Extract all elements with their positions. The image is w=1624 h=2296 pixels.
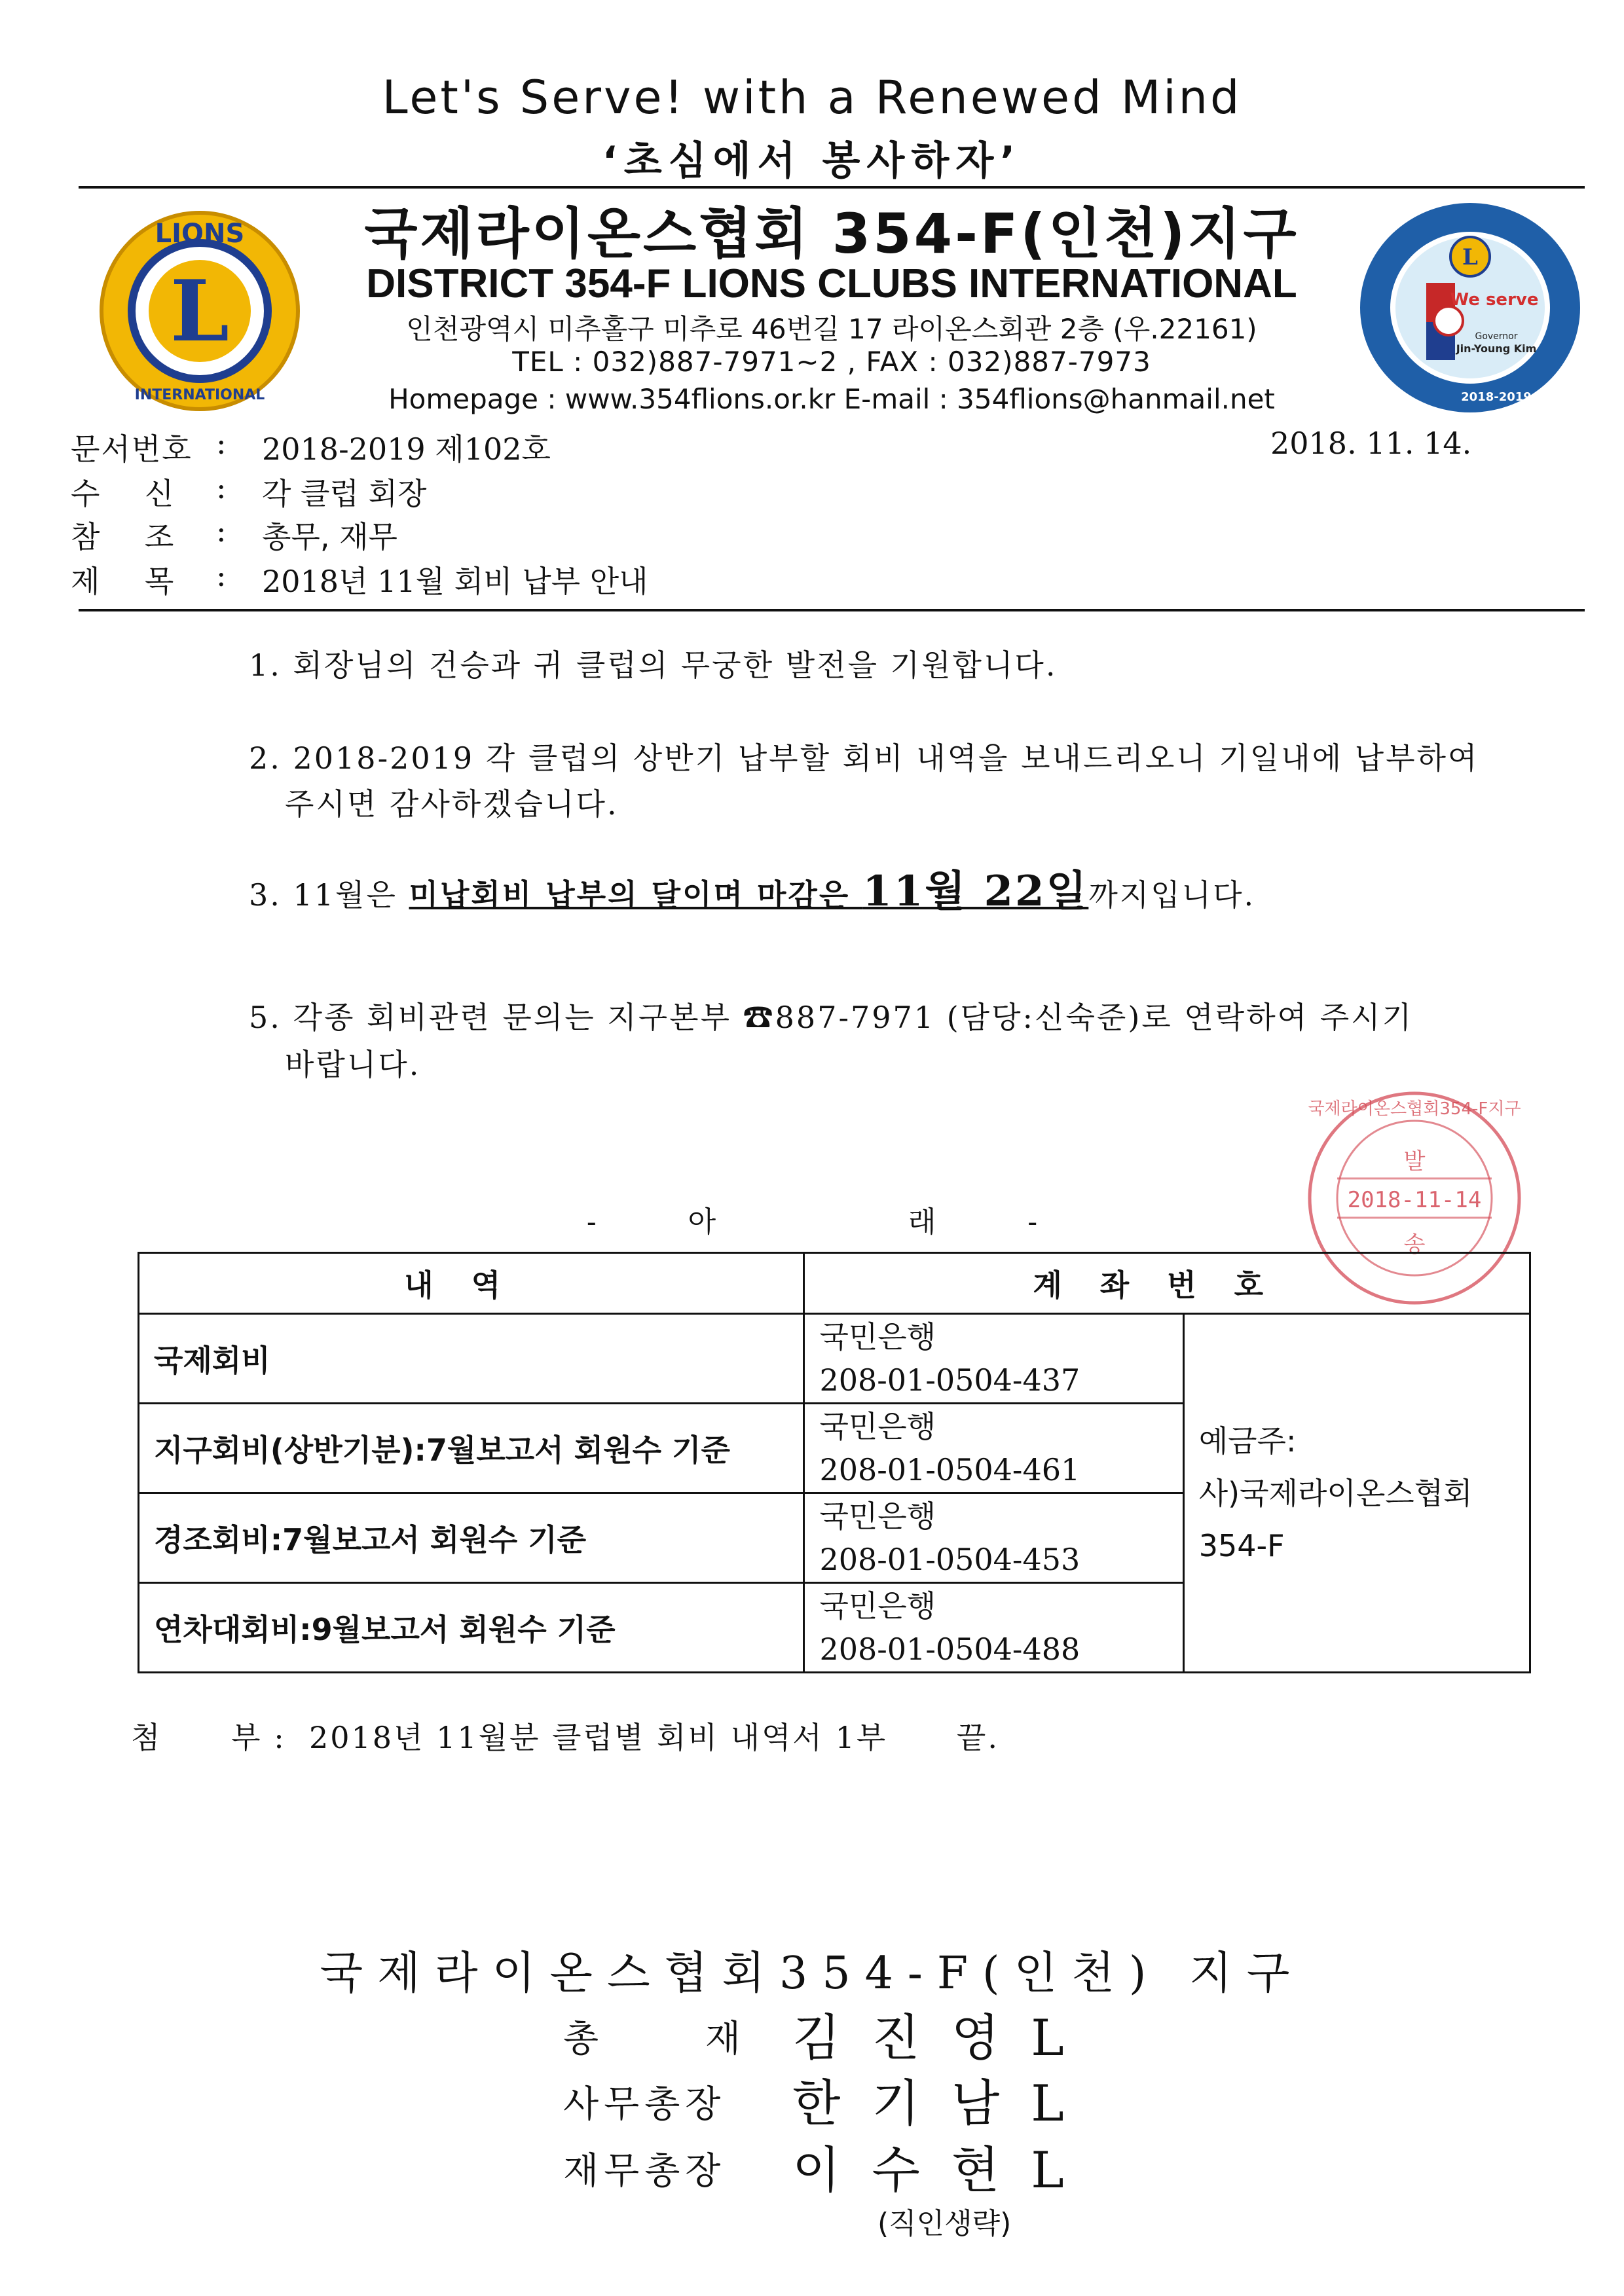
doc-date: 2018. 11. 14. xyxy=(1270,426,1472,461)
fee-item: 경조회비:7월보고서 회원수 기준 xyxy=(139,1493,804,1583)
header-top-rule xyxy=(79,186,1585,189)
bank-name: 국민은행 xyxy=(819,1319,936,1355)
recipient-label: 수 신 xyxy=(71,476,175,511)
subject-sep: : xyxy=(216,558,227,593)
signature-name-governor: 김진영L xyxy=(792,2009,1096,2067)
stamp-bottom: 송 xyxy=(1403,1231,1426,1258)
signature-name-treasurer: 이수현L xyxy=(792,2141,1096,2199)
lions-logo-bottom: INTERNATIONAL xyxy=(134,387,265,403)
paragraph-3-suffix: 까지입니다. xyxy=(1088,877,1256,913)
fee-account xyxy=(804,1314,1183,1404)
signature-title-secretary: 사무총장 xyxy=(563,2083,726,2126)
fee-table xyxy=(138,1252,1531,1673)
reference: 총무, 재무 xyxy=(262,519,397,555)
organization-web-email: Homepage : www.354flions.or.kr E-mail : 354flions@hanmail.net xyxy=(388,383,1275,415)
paragraph-3-prefix: 3. 11월은 xyxy=(249,877,409,913)
district-badge xyxy=(1349,196,1591,422)
account-holder-label: 예금주: xyxy=(1198,1423,1297,1459)
paragraph-2-line-1: 2. 2018-2019 각 클럽의 상반기 납부할 회비 내역을 보내드리오니 기일내에 납부하여 xyxy=(249,740,1479,776)
doc-number-label: 문서번호 xyxy=(71,431,193,467)
doc-number: 2018-2019 제102호 xyxy=(262,431,551,467)
slogan-english: Let's Serve! with a Renewed Mind xyxy=(382,71,1242,124)
recipient-sep: : xyxy=(216,470,227,505)
account-number: 208-01-0504-461 xyxy=(819,1452,1080,1487)
district-badge-governor-name: Jin-Young Kim xyxy=(1456,342,1537,355)
paragraph-1: 1. 회장님의 건승과 귀 클럽의 무궁한 발전을 기원합니다. xyxy=(249,647,1058,683)
fee-account xyxy=(804,1404,1183,1493)
organization-tel-fax: TEL : 032)887-7971~2 , FAX : 032)887-7973 xyxy=(512,346,1151,378)
lions-logo-top: LIONS xyxy=(155,219,245,249)
stamp-date: 2018-11-14 xyxy=(1347,1187,1482,1213)
district-badge-years: 2018-2019 xyxy=(1461,390,1532,404)
reference-sep: : xyxy=(216,513,227,549)
fee-account xyxy=(804,1493,1183,1583)
account-number: 208-01-0504-437 xyxy=(819,1362,1080,1398)
subject-label: 제 목 xyxy=(71,564,175,599)
fee-account xyxy=(804,1583,1183,1673)
meta-bottom-rule xyxy=(79,609,1585,611)
slogan-korean: ‘초심에서 봉사하자’ xyxy=(602,138,1022,184)
bank-name: 국민은행 xyxy=(819,1409,936,1444)
svg-text:L: L xyxy=(1462,244,1478,270)
attachment-line: 첨 부 : 2018년 11월분 클럽별 회비 내역서 1부 끝. xyxy=(131,1720,999,1755)
signature-name-secretary: 한기남L xyxy=(792,2074,1096,2132)
paragraph-3 xyxy=(249,858,1255,918)
reference-label: 참 조 xyxy=(71,519,175,555)
paragraph-3-deadline: 11월 22일 xyxy=(862,867,1089,916)
annex-title: - 아 래 - xyxy=(586,1205,1038,1239)
paragraph-2-line-2: 주시면 감사하겠습니다. xyxy=(285,786,619,822)
signature-title-treasurer: 재무총장 xyxy=(563,2150,726,2193)
paragraph-5-line-1: 5. 각종 회비관련 문의는 지구본부 ☎887-7971 (담당:신숙준)로 연락하여 주시기 xyxy=(249,1000,1414,1035)
fee-table-header-account: 계좌번호 xyxy=(804,1253,1530,1314)
fee-item: 국제회비 xyxy=(139,1314,804,1404)
account-number: 208-01-0504-488 xyxy=(819,1631,1080,1667)
paragraph-3-emphasis: 미납회비 납부의 달이며 마감은 xyxy=(409,877,863,913)
district-badge-governor: Governor xyxy=(1475,331,1518,342)
lions-logo-letter: L xyxy=(170,263,229,361)
fee-table-header-item: 내역 xyxy=(139,1253,804,1314)
recipient: 각 클럽 회장 xyxy=(262,476,427,511)
signature-organization: 국제라이온스협회354-F(인천) 지구 xyxy=(320,1948,1304,1999)
lions-logo xyxy=(92,203,308,422)
account-holder-name: 사)국제라이온스협회354-F xyxy=(1198,1475,1473,1563)
paragraph-5-line-2: 바랍니다. xyxy=(285,1047,421,1082)
account-number: 208-01-0504-453 xyxy=(819,1542,1080,1577)
account-holder xyxy=(1183,1314,1530,1673)
signature-note: (직인생략) xyxy=(877,2207,1012,2240)
fee-item: 지구회비(상반기분):7월보고서 회원수 기준 xyxy=(139,1404,804,1493)
organization-address: 인천광역시 미추홀구 미추로 46번길 17 라이온스회관 2층 (우.22161) xyxy=(406,313,1257,345)
district-badge-we-serve: We serve xyxy=(1450,290,1539,310)
signature-title-governor: 총 재 xyxy=(563,2018,746,2060)
bank-name: 국민은행 xyxy=(819,1499,936,1534)
bank-name: 국민은행 xyxy=(819,1588,936,1624)
fee-table-header-row xyxy=(139,1253,1530,1314)
stamp-top: 발 xyxy=(1403,1148,1426,1175)
fee-item: 연차대회비:9월보고서 회원수 기준 xyxy=(139,1583,804,1673)
stamp-ring-text: 국제라이온스협회354-F지구 xyxy=(1308,1099,1521,1119)
subject: 2018년 11월 회비 납부 안내 xyxy=(262,564,648,599)
organization-name-korean: 국제라이온스협회 354-F(인천)지구 xyxy=(364,202,1299,266)
organization-name-english: DISTRICT 354-F LIONS CLUBS INTERNATIONAL xyxy=(366,261,1297,306)
table-row xyxy=(139,1314,1530,1404)
doc-number-sep: : xyxy=(216,426,227,461)
